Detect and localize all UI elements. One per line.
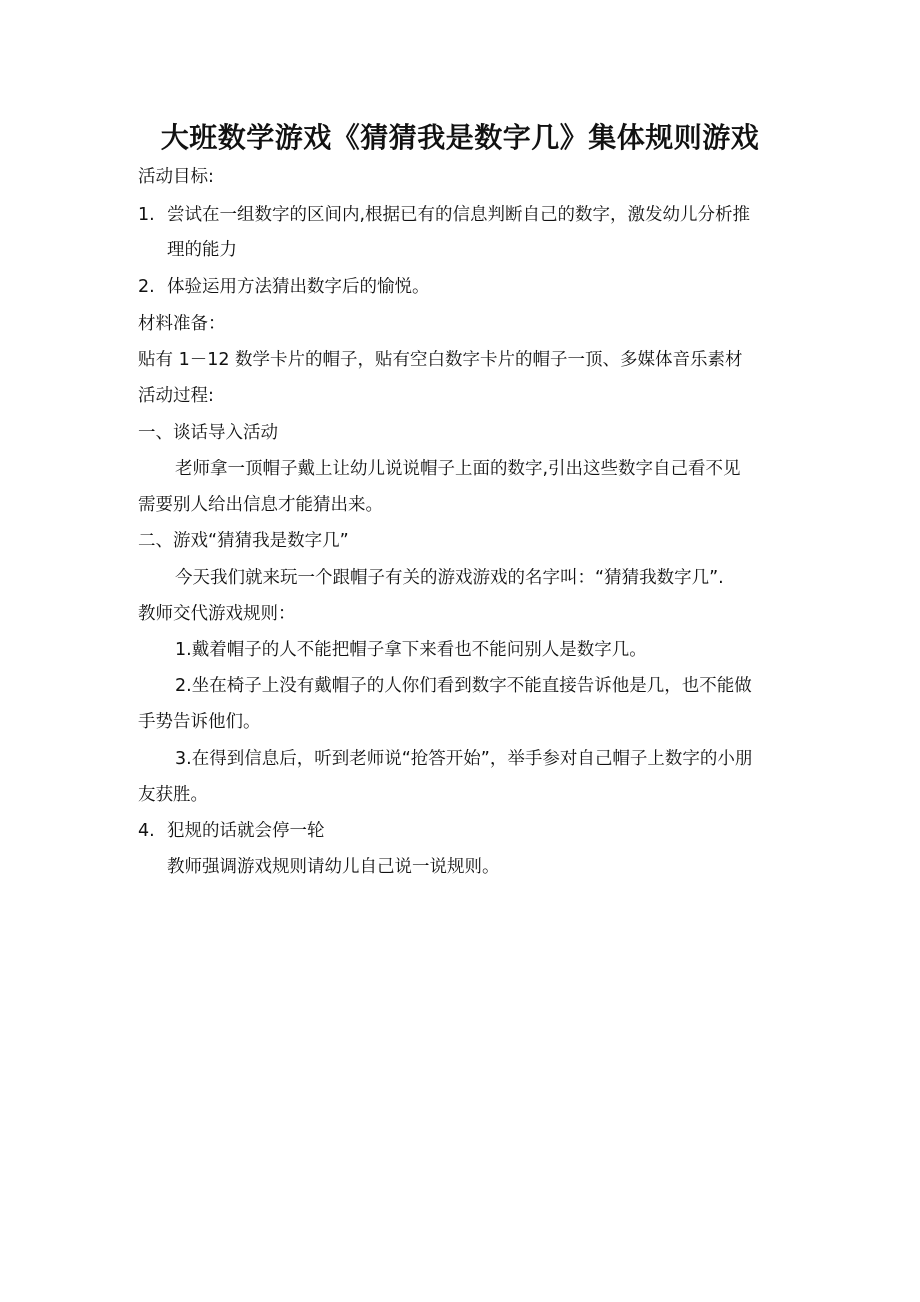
goal-number-2: 2. [138,277,155,297]
rule-4-number: 4. [138,821,155,841]
rules-heading: 教师交代游戏规则： [138,604,296,624]
closing-paragraph: 教师强调游戏规则请幼儿自己说一说规则。 [167,857,500,877]
process-heading: 活动过程: [138,386,214,406]
section-1-paragraph-line-2: 需要别人给出信息才能猜出来。 [138,495,383,515]
goal-item-2 [138,274,430,300]
goal-number-1: 1. [138,205,155,225]
rule-2-line-2: 手势告诉他们。 [138,712,261,732]
section-2-intro: 今天我们就来玩一个跟帽子有关的游戏游戏的名字叫：“猜猜我数字几”. [175,568,724,588]
section-1-heading: 一、谈话导入活动 [138,423,278,443]
section-2-heading: 二、游戏“猜猜我是数字几” [138,531,349,551]
goal-item-1 [138,202,750,228]
rule-3-line-1: 3.在得到信息后，听到老师说“抢答开始”，举手参对自己帽子上数字的小朋 [175,749,753,769]
rule-3-line-2: 友获胜。 [138,785,208,805]
document-title: 大班数学游戏《猜猜我是数字几》集体规则游戏 [160,121,760,154]
goal-text-1: 尝试在一组数字的区间内,根据已有的信息判断自己的数字，激发幼儿分析推 [167,205,751,225]
materials-heading: 材料准备： [138,314,226,334]
goals-heading: 活动目标: [138,167,214,187]
rule-1: 1.戴着帽子的人不能把帽子拿下来看也不能问别人是数字几。 [175,640,647,660]
goal-text-2: 体验运用方法猜出数字后的愉悦。 [167,277,430,297]
materials-text: 贴有 1－12 数学卡片的帽子，贴有空白数字卡片的帽子一顶、多媒体音乐素材 [138,350,743,370]
rule-4-text: 犯规的话就会停一轮 [167,821,325,841]
goal-text-1-continued: 理的能力 [167,240,237,260]
section-1-paragraph-line-1: 老师拿一顶帽子戴上让幼儿说说帽子上面的数字,引出这些数字自己看不见 [175,459,741,479]
rule-2-line-1: 2.坐在椅子上没有戴帽子的人你们看到数字不能直接告诉他是几，也不能做 [175,676,752,696]
rule-4 [138,818,325,844]
